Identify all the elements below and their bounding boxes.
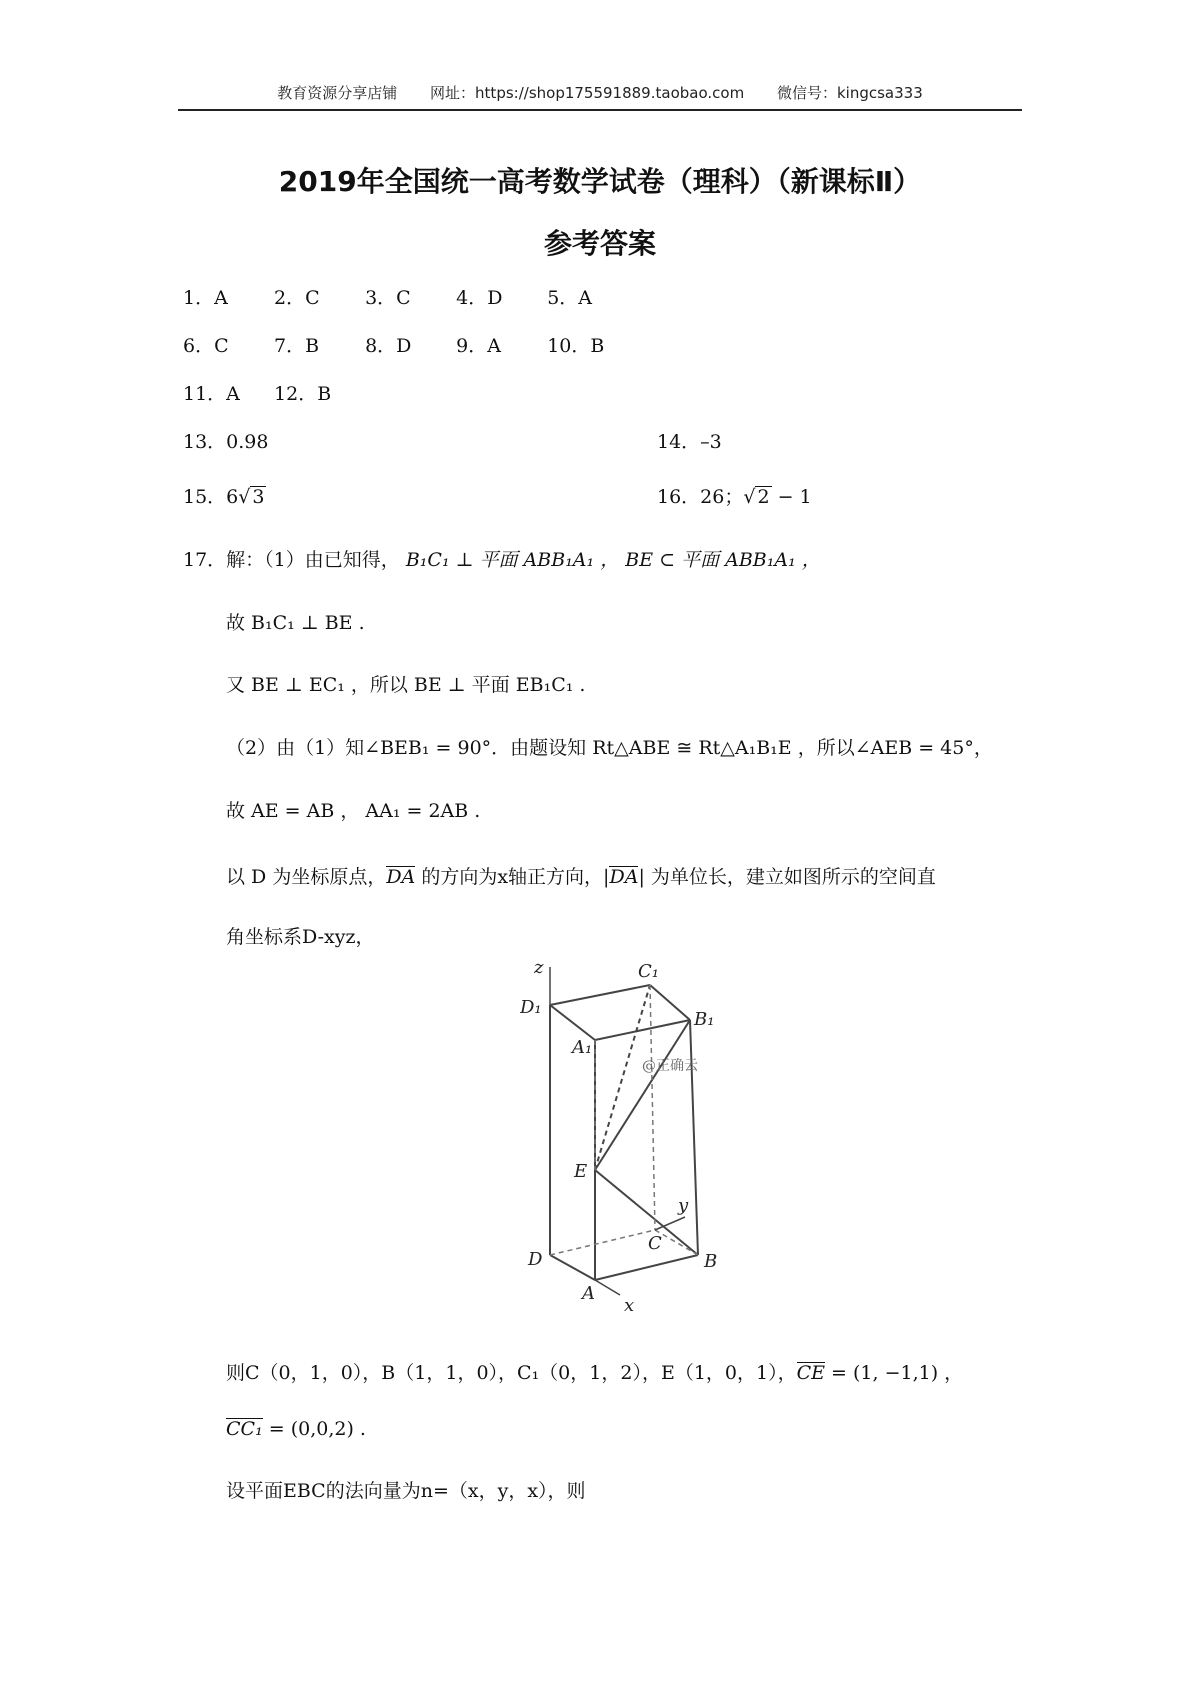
answer-16: 16．26；√ 2 − 1 <box>657 486 812 508</box>
page-subtitle: 参考答案 <box>543 227 656 260</box>
label-e: E <box>574 1161 588 1182</box>
q17-line-8 <box>226 1358 963 1385</box>
answer-5: 5．A <box>547 287 592 309</box>
q17-line-1 <box>183 545 821 572</box>
answers-row-2 <box>183 331 632 358</box>
vector-da: DA <box>386 866 416 888</box>
answers-row-3 <box>183 379 359 406</box>
q17-line-6-c: | 为单位长，建立如图所示的空间直 <box>638 866 936 888</box>
answer-12: 12．B <box>274 383 332 405</box>
label-b1: B₁ <box>694 1009 715 1030</box>
answer-9: 9．A <box>456 335 501 357</box>
label-y: y <box>678 1195 689 1216</box>
page-title: 2019年全国统一高考数学试卷（理科）（新课标Ⅱ） <box>278 165 922 198</box>
label-c: C <box>648 1233 662 1254</box>
q17-line-6-b: 的方向为x轴正方向，| <box>415 866 610 888</box>
q17-line-9-b: = (0,0,2) . <box>262 1418 366 1440</box>
answer-16-suffix: − 1 <box>771 486 812 508</box>
answer-2: 2．C <box>274 287 320 309</box>
q17-line-7: 角坐标系D-xyz， <box>226 926 375 948</box>
vector-cc1: CC₁ <box>226 1418 263 1440</box>
vector-da-norm: DA <box>609 866 639 888</box>
answer-10: 10．B <box>547 335 605 357</box>
answer-1: 1．A <box>183 287 228 309</box>
q17-line-1-c: BE ⊂ 平面 ABB₁A₁ ， <box>625 549 821 571</box>
q17-line-2: 故 B₁C₁ ⊥ BE . <box>226 612 365 634</box>
answer-6: 6．C <box>183 335 229 357</box>
answer-16-prefix: 16．26； <box>657 486 744 508</box>
answer-3: 3．C <box>365 287 411 309</box>
label-z: z <box>534 957 544 978</box>
answer-15-prefix: 15．6 <box>183 486 239 508</box>
answer-13: 13．0.98 <box>183 431 269 453</box>
answer-15-radicand: 3 <box>252 486 265 508</box>
q17-line-10: 设平面EBC的法向量为n=（x，y，x），则 <box>226 1480 586 1502</box>
page-header <box>178 82 1022 103</box>
q17-line-8-b: = (1, −1,1) ， <box>825 1362 964 1384</box>
answers-row-1 <box>183 283 632 310</box>
answer-4: 4．D <box>456 287 503 309</box>
q17-line-1-b: B₁C₁ ⊥ 平面 ABB₁A₁ ， <box>405 549 620 571</box>
answer-15: 15．6√ 3 <box>183 486 265 508</box>
answer-14: 14．–3 <box>657 431 722 453</box>
label-a: A <box>582 1283 595 1304</box>
q17-line-9 <box>226 1418 366 1440</box>
label-watermark: @正确云 <box>642 1058 698 1074</box>
q17-line-6-a: 以 D 为坐标原点， <box>226 866 387 888</box>
q17-line-8-a: 则C（0，1，0），B（1，1，0），C₁（0，1，2），E（1，0，1）， <box>226 1362 797 1384</box>
label-a1: A₁ <box>572 1037 593 1058</box>
label-x: x <box>624 1295 635 1315</box>
prism-figure <box>520 955 720 1315</box>
label-b: B <box>704 1251 718 1272</box>
q17-line-3: 又 BE ⊥ EC₁ ，所以 BE ⊥ 平面 EB₁C₁ . <box>226 674 586 696</box>
vector-ce: CE <box>796 1362 826 1384</box>
header-site: 网址：https://shop175591889.taobao.com <box>430 84 745 102</box>
q17-line-5: 故 AE = AB ， AA₁ = 2AB . <box>226 800 481 822</box>
answer-8: 8．D <box>365 335 412 357</box>
answer-7: 7．B <box>274 335 320 357</box>
answer-16-radicand: 2 <box>757 486 770 508</box>
label-c1: C₁ <box>638 961 659 982</box>
header-divider <box>178 109 1022 111</box>
q17-line-1-a: 17．解：（1）由已知得， <box>183 549 400 571</box>
header-wechat: 微信号：kingcsa333 <box>776 84 923 102</box>
label-d1: D₁ <box>520 997 542 1018</box>
q17-line-4: （2）由（1）知∠BEB₁ = 90°．由题设知 Rt△ABE ≅ Rt△A₁B₁E ，所以∠AEB = 45°， <box>226 737 993 759</box>
header-shop: 教育资源分享店铺 <box>277 84 398 102</box>
q17-line-6 <box>226 862 936 889</box>
answer-11: 11．A <box>183 383 240 405</box>
label-d: D <box>528 1249 543 1270</box>
